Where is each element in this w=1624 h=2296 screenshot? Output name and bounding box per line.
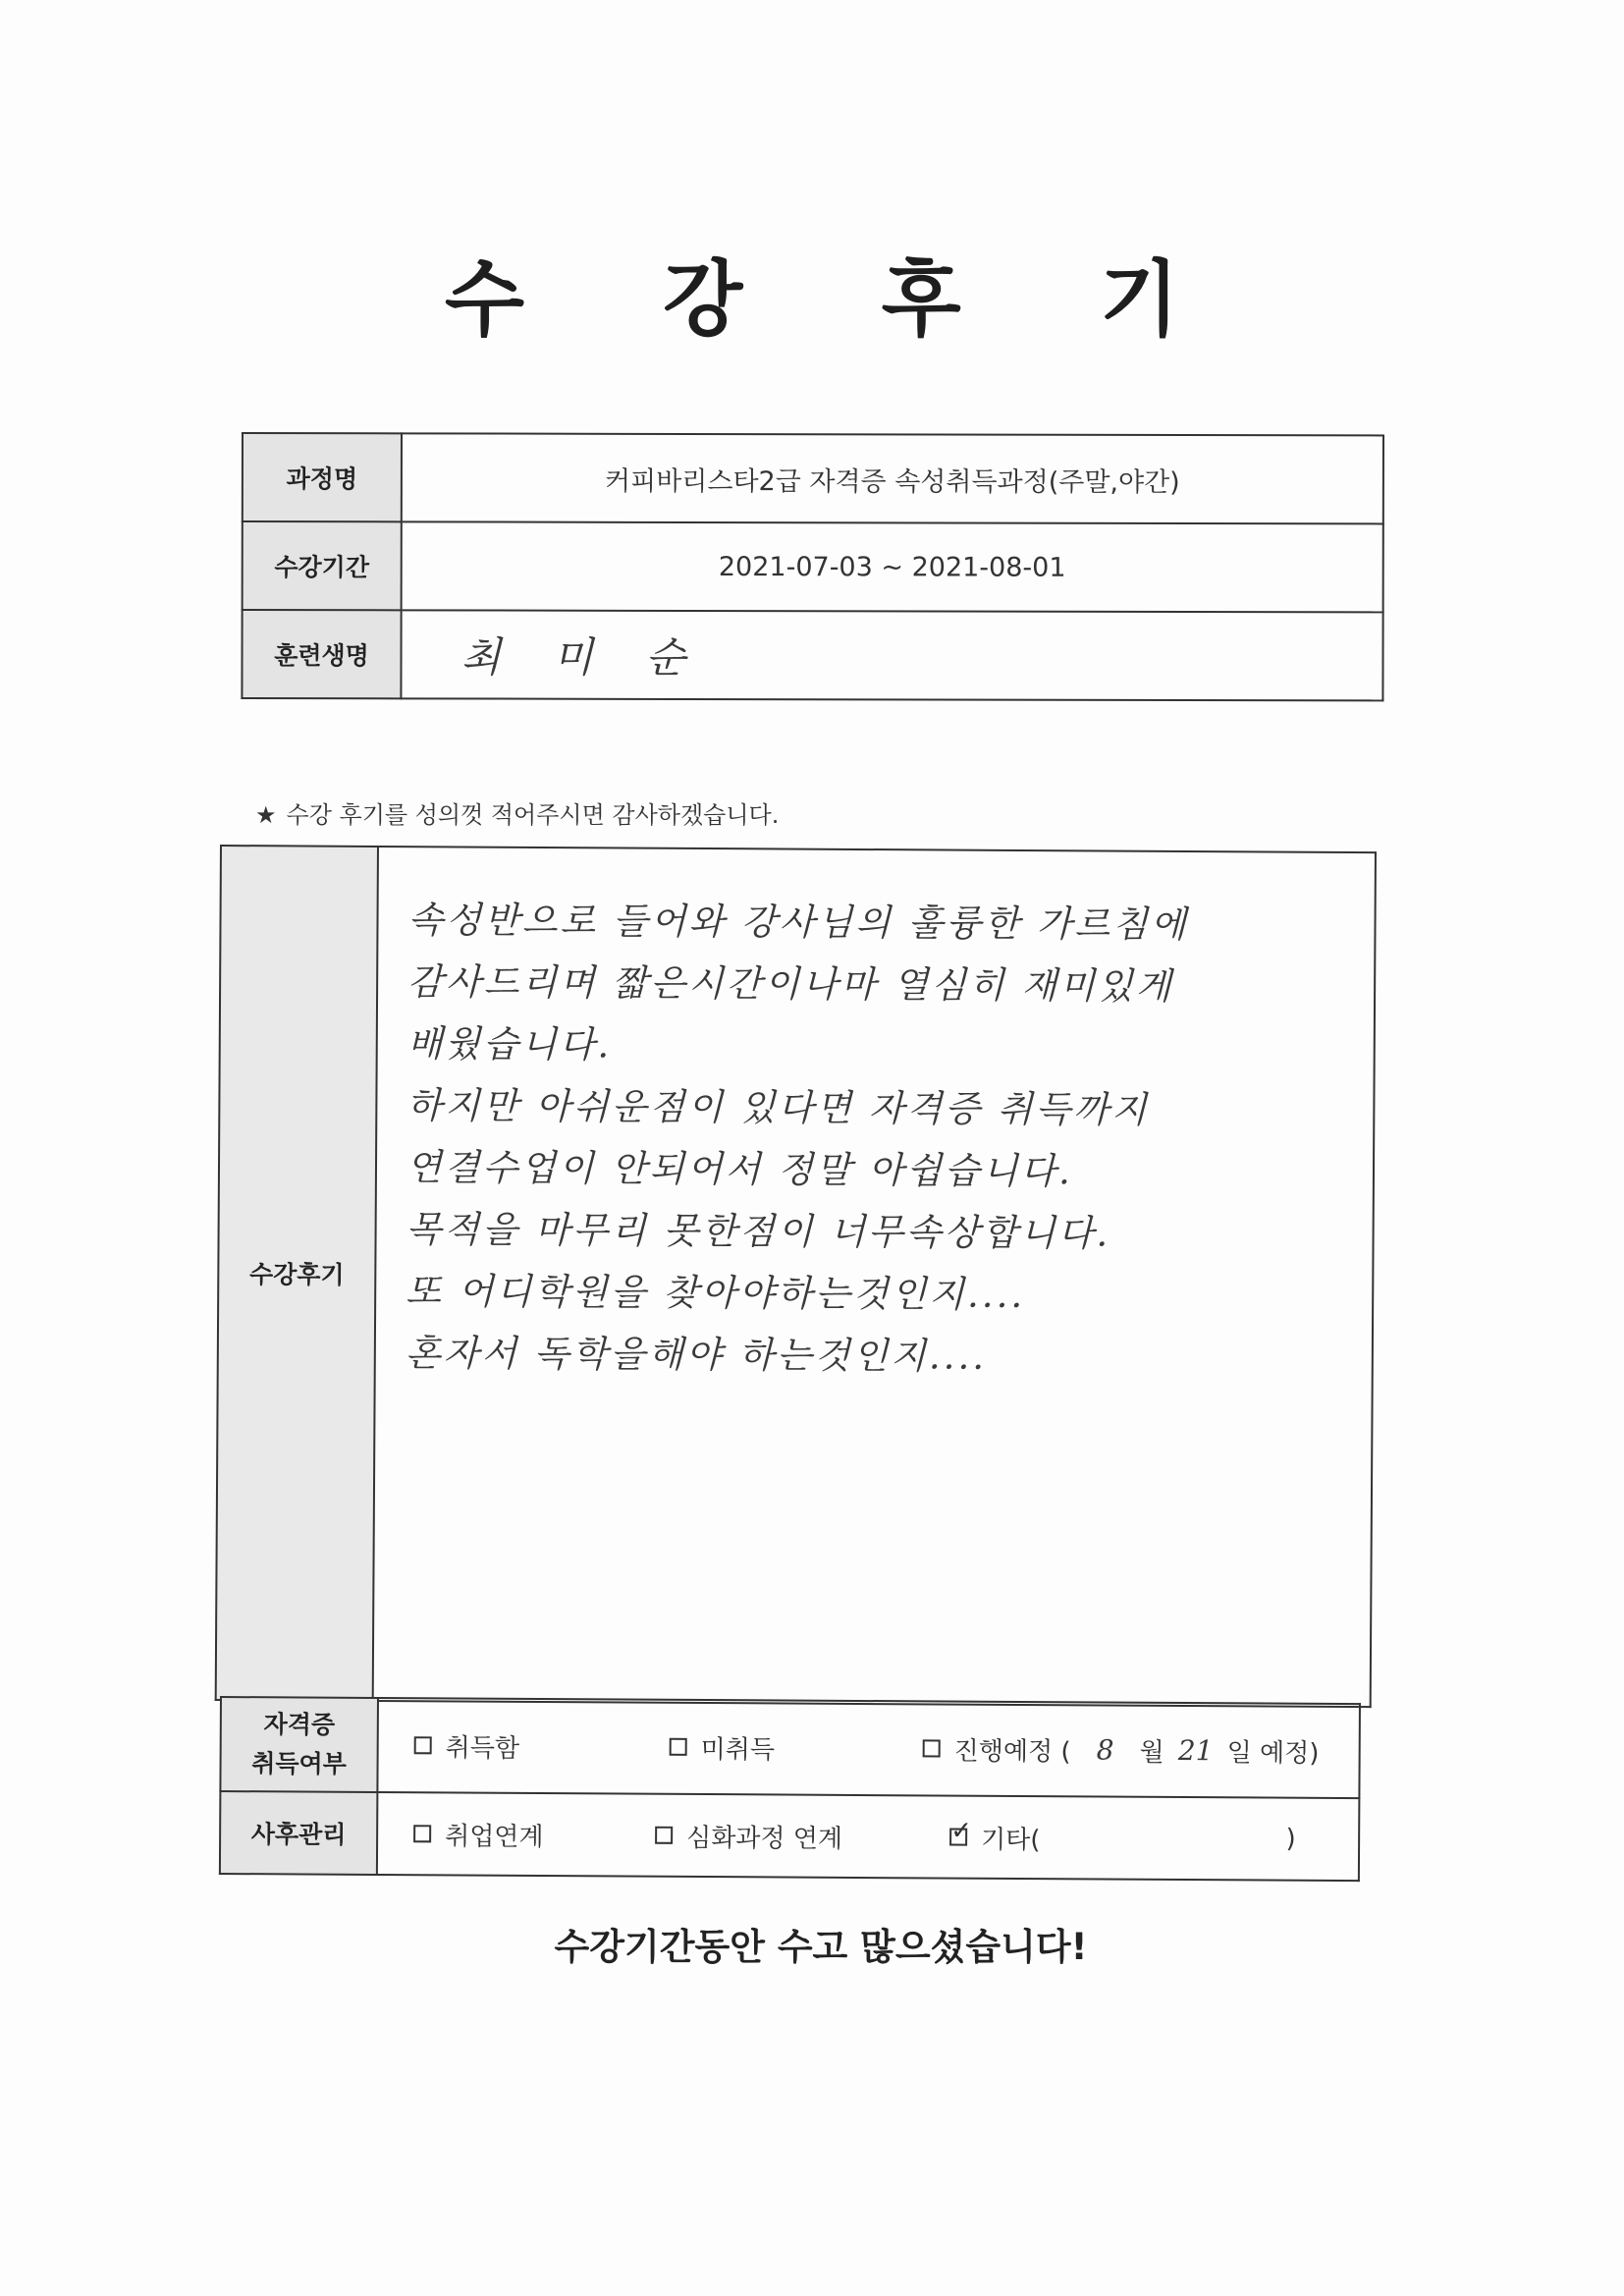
review-line: 연결수업이 안되어서 정말 아쉽습니다. bbox=[406, 1146, 1074, 1193]
checkbox-icon[interactable] bbox=[414, 1736, 432, 1754]
job-linkage-option[interactable]: 취업연계 bbox=[413, 1816, 655, 1854]
status-table bbox=[219, 1696, 1361, 1882]
page-title: 수 강 후 기 bbox=[444, 251, 1235, 348]
review-line: 또 어디학원을 찾아야하는것인지.... bbox=[406, 1270, 1026, 1317]
instruction-text: 수강 후기를 성의껏 적어주시면 감사하겠습니다. bbox=[286, 801, 780, 829]
review-table bbox=[215, 845, 1377, 1708]
advanced-course-option[interactable]: 심화과정 연계 bbox=[655, 1817, 949, 1855]
review-line: 하지만 아쉬운점이 있다면 자격증 취득까지 bbox=[406, 1084, 1150, 1131]
checkbox-icon[interactable] bbox=[923, 1739, 941, 1757]
trainee-name-label: 훈련생명 bbox=[242, 610, 401, 698]
day-value: 21 bbox=[1177, 1733, 1214, 1767]
aftercare-options bbox=[377, 1792, 1359, 1881]
review-line: 혼자서 독학을해야 하는것인지.... bbox=[405, 1332, 988, 1378]
study-period-label: 수강기간 bbox=[243, 521, 402, 610]
review-content bbox=[373, 847, 1376, 1707]
instruction-note bbox=[255, 795, 779, 830]
closing-message: 수강기간동안 수고 많으셨습니다! bbox=[554, 1926, 1088, 1968]
review-label: 수강후기 bbox=[216, 846, 378, 1701]
review-line: 목적을 마무리 못한점이 너무속상합니다. bbox=[406, 1208, 1111, 1255]
study-period-value: 2021-07-03 ~ 2021-08-01 bbox=[402, 521, 1383, 612]
course-name-value: 커피바리스타2급 자격증 속성취득과정(주말,야간) bbox=[402, 433, 1383, 523]
course-info-table bbox=[241, 432, 1384, 701]
checkbox-icon[interactable] bbox=[670, 1738, 687, 1756]
certificate-acquired-option[interactable]: 취득함 bbox=[414, 1727, 670, 1766]
checkbox-icon[interactable] bbox=[655, 1827, 673, 1844]
course-name-label: 과정명 bbox=[243, 433, 402, 521]
aftercare-label: 사후관리 bbox=[220, 1791, 378, 1875]
other-option[interactable]: ✓ 기타( ) bbox=[949, 1819, 1296, 1857]
star-icon: ★ bbox=[255, 801, 277, 829]
checkbox-icon[interactable] bbox=[413, 1825, 431, 1842]
review-line: 배웠습니다. bbox=[406, 1022, 613, 1066]
review-line: 감사드리며 짧은시간이나마 열심히 재미있게 bbox=[407, 960, 1174, 1008]
certificate-label: 자격증 취득여부 bbox=[220, 1697, 378, 1792]
month-value: 8 bbox=[1096, 1732, 1114, 1767]
certificate-in-progress-option[interactable]: 진행예정 ( 8 월 21 일 예정) bbox=[923, 1730, 1320, 1769]
review-line: 속성반으로 들어와 강사님의 훌륭한 가르침에 bbox=[407, 899, 1189, 947]
trainee-name-value: 최 미 순 bbox=[401, 610, 1382, 700]
certificate-not-acquired-option[interactable]: 미취득 bbox=[670, 1728, 923, 1767]
checkbox-checked-icon[interactable] bbox=[949, 1829, 967, 1846]
certificate-options bbox=[377, 1698, 1360, 1798]
